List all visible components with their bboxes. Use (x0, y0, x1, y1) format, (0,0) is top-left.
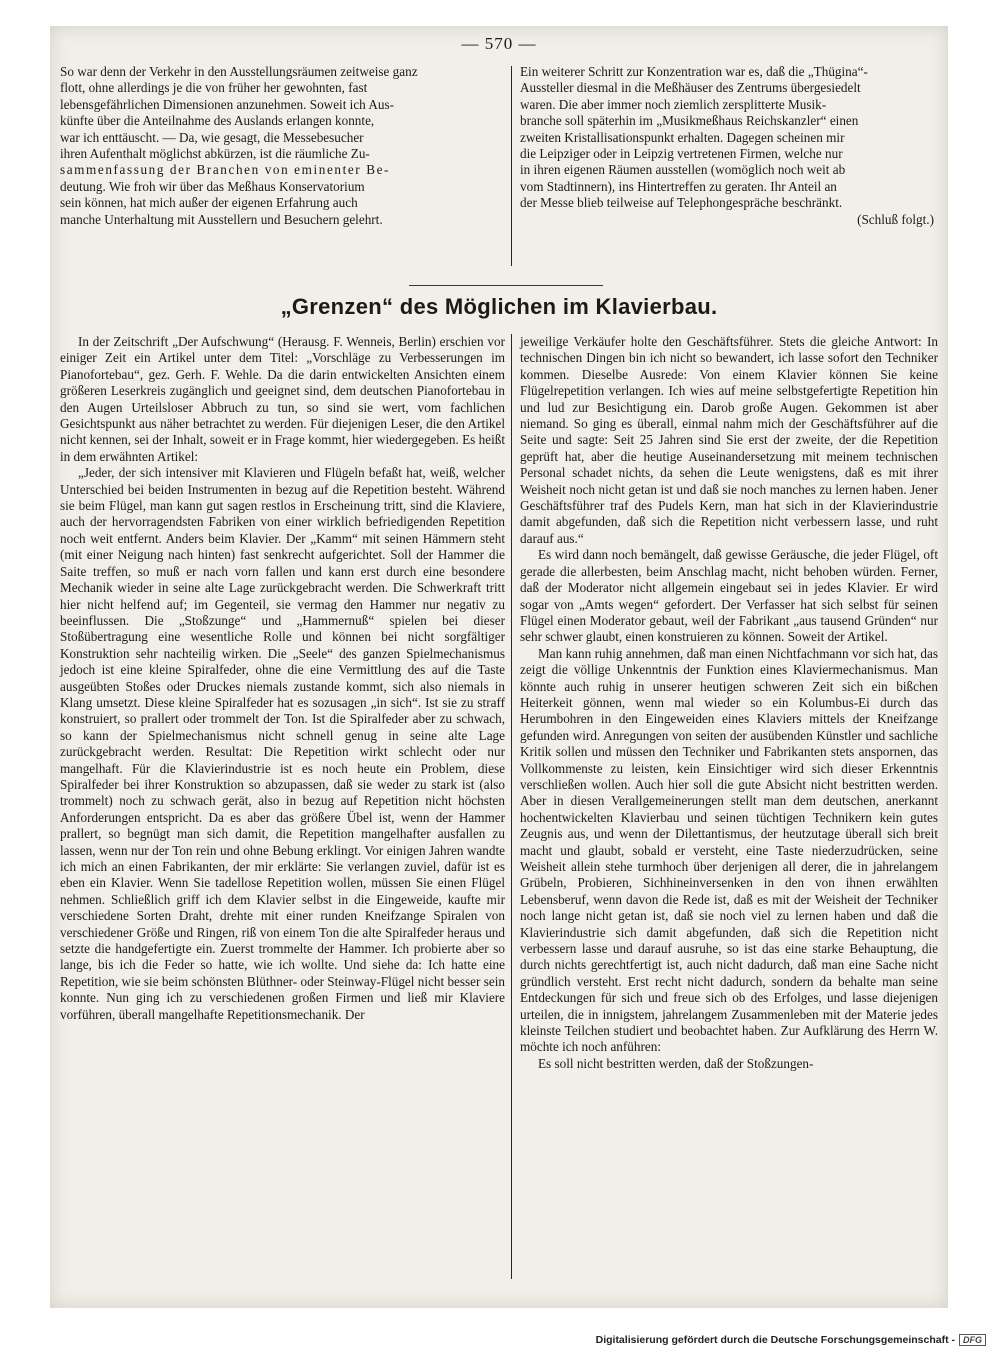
text-line: deutung. Wie froh wir über das Meßhaus Konservatorium (60, 178, 365, 194)
paragraph: jeweilige Verkäufer holte den Geschäftsführer. Stets die gleiche Antwort: In technischen Dingen bin ich nicht so bewandert, ich lasse sofort den Techniker kommen. Dieselbe Ausrede: Von einem Klavier können Sie keine Flügelrepetition verlangen. Ich wies auf meine selbstgefertigte Repetition hin und lud zur Besichtigung ein. Darob große Augen. Gekommen ist aber niemand. So ging es überall, einmal nahm mich der Geschäftsführer auf die Seite und sagte: Seit 25 Jahren sind Sie erst der zweite, der die Repetition geprüft hat, aber die heutige Auseinandersetzung mit meinem technischen Personal schadet nichts, da sehen die Leute wenigstens, daß es mit ihrer Weisheit noch nicht getan ist und daß sie noch manches zu lernen haben. Jener Geschäftsführer traf des Pudels Kern, man hat sich in der Klavierindustrie damit abgefunden, daß sich die Repetition nicht verbessern lasse, und ruht darauf aus.“ (520, 334, 938, 546)
column-divider (511, 66, 512, 266)
page-number: — 570 — (461, 34, 537, 53)
text-line: künfte über die Anteilnahme des Auslands erlangen konnte, (60, 113, 375, 129)
article-left-column (60, 334, 505, 1284)
paragraph: Man kann ruhig annehmen, daß man einen Nichtfachmann vor sich hat, das zeigt die völlige Unkenntnis der Funktion eines Klaviermechanismus. Man könnte auch ruhig in unserer heutigen schweren Zeit sich ein bißchen Heiterkeit gönnen, wenn mal wieder so ein Kolumbus-Ei durch das Herumbohren in den Eingeweiden eines Klaviers mittels der Kneifzange gefunden wird. Anregungen von seiten der ausübenden Künstler und sachliche Kritik sollen und müssen den Techniker und Fabrikanten stets anspornen, das Vollkommenste zu leisten, kein Einsichtiger wird sich dieser Erkenntnis verschließen wollen. Auch hier soll die gute Absicht nicht bestritten werden. Aber in diesen Verallgemeinerungen stellt man dem deutschen, anerkannt hochentwickelten Klavierbau und seinen tüchtigen Technikern kein gutes Zeugnis aus, und wenn der Dilettantismus, der heutzutage überall sich breit macht und glaubt, sobald er versteht, eine Taste niederzudrücken, seine Weisheit allein stehe turmhoch über derjenigen all derer, die in jahrelangem Grübeln, Probieren, Sichhineinversenken in den von ihnen erwählten Lebensberuf, wenn davon die Rede ist, daß es mit der Weisheit der Techniker noch lange nicht getan ist, daß sie noch viel zu lernen haben und daß die Klavierindustrie sich damit abgefunden, daß sich die Repetition nicht verbessern lasse und darauf ausruhe, so ist das eine starke Behauptung, die durch nichts gerechtfertigt ist, auch nicht dadurch, daß man eine Sache nicht gründlich versteht. Erst recht nicht dadurch, sondern da behalte man seine Entdeckungen für sich und freue sich ob des Erfolges, und lasse diejenigen urteilen, die in innigstem, jahrelangem Zusammenleben mit der Materie jedes kleinste Teilchen studiert und beobachtet haben. Zur Aufklärung des Herrn W. möchte ich noch anführen: (520, 645, 938, 1055)
article-body (60, 334, 938, 1284)
text-line: war ich enttäuscht. — Da, wie gesagt, die Messebesucher (60, 129, 364, 145)
paragraph: Es wird dann noch bemängelt, daß gewisse Geräusche, die jeder Flügel, oft gerade die allerbesten, beim Anschlag macht, nicht behoben würden. Ferner, daß der Moderator nicht allgemein eingebaut sei in jedes Klavier. Er wird sogar von „Amts wegen“ gefordert. Der Verfasser hat sich selbst für seinen Flügel einen Moderator gebaut, weil der Fabrikant „aus tausend Gründen“ nur sehr schwer glaubt, einen konstruieren zu können. Soweit der Artikel. (520, 547, 938, 645)
previous-article-end (60, 64, 938, 268)
text-line: So war denn der Verkehr in den Ausstellungsräumen zeitweise ganz (60, 64, 418, 79)
column-divider (511, 334, 512, 1279)
text-line: waren. Die aber immer noch ziemlich zersplitterte Musik- (520, 96, 827, 112)
text-line: ihren Aufenthalt möglichst abkürzen, ist die räumliche Zu- (60, 146, 370, 162)
text-line: lebensgefährlichen Dimensionen anzunehmen. Soweit ich Aus- (60, 96, 394, 112)
section-divider (409, 285, 603, 286)
text-line: Aussteller diesmal in die Meßhäuser des Zentrums übergesiedelt (520, 80, 861, 96)
dfg-logo: DFG (959, 1334, 986, 1346)
top-left-column (60, 64, 505, 268)
text-line: sein können, hat mich außer der eigenen Erfahrung auch (60, 195, 358, 211)
article-right-column (520, 334, 938, 1284)
text-line: branche soll späterhin im „Musikmeßhaus Reichskanzler“ einen (520, 113, 859, 129)
text-line: die Leipziger oder in Leipzig vertretenen Firmen, welche nur (520, 146, 843, 162)
article-title: „Grenzen“ des Möglichen im Klavierbau. (280, 294, 718, 319)
text-line: sammenfassung der Branchen von eminenter Be- (60, 162, 391, 178)
quoted-paragraph: „Jeder, der sich intensiver mit Klavieren und Flügeln befaßt hat, weiß, welcher Unterschied bei beiden Instrumenten in bezug auf die Repetition besteht. Während sie beim Flügel, man kann gut sagen restlos in Erscheinung tritt, sind die Klaviere, auch der hervorragendsten Fabriken von einer wirklich befriedigenden Repetition noch weit entfernt. Anders beim Klavier. Der „Kamm“ mit seinen Hämmern steht (mit einer Neigung nach hinten) fast senkrecht aufgerichtet. Soll der Hammer die Saite treffen, so muß er nach vorn fallen und kann erst durch eine besondere Mechanik wieder in seine alte Lage zurückgebracht werden. Die Schwerkraft tritt hier nicht helfend auf; im Gegenteil, sie vermag den Hammer nur negativ zu beeinflussen. Die „Stoßzunge“ und „Hammernuß“ spielen bei dieser Stoßübertragung eine wesentliche Rolle und können bei nicht sorgfältiger Konstruktion sehr nachteilig wirken. Die „Seele“ des ganzen Spielmechanismus jedoch ist eine kleine Spiralfeder, ohne die eine Vermittlung des auf die Taste ausgeübten Stoßes oder Druckes niemals zustande kommt, sich also niemals in Klang umsetzt. Diese kleine Spiralfeder hat es sozusagen „in sich“. Ist sie zu straff konstruiert, so prallert oder trommelt der Ton. Ist die Spiralfeder aber zu schwach, so kann der Spielmechanismus nicht schnell genug in seine alte Lage zurückgebracht werden. Resultat: Die Repetition wirkt schlecht oder nur mangelhaft. Für die Klavierindustrie ist es noch heute ein Problem, diese Spiralfeder bei ihrer Konstruktion so abzupassen, daß sie weder zu stark ist (also trommelt) noch zu schwach gerät, also in bezug auf Repetition nicht höchsten Anforderungen entspricht. Da es aber das größere Übel ist, wenn der Hammer prallert, so begnügt man sich damit, die Repetition mangelhafter ausfallen zu lassen, wenn nur der Ton rein und ohne Bebung erklingt. Vor einigen Jahren wandte ich mich an einen Fabrikanten, der mir erklärte: Sie verlangen zuviel, dafür ist es eben ein Klavier. Wenn Sie tadellose Repetition wollen, müssen Sie einen Flügel nehmen. Schließlich griff ich dem Klavier selbst in die Eingeweide, kaufte mir verschiedene Sorten Draht, drehte mit einer runden Kneifzange Spiralen von verschiedener Größe und Ringen, riß von einem Ton die alte Spiralfeder heraus und setzte die handgefertigte ein. Zuerst trommelte der Hammer. Ich probierte aber so lange, bis ich die Feder so hatte, wie ich wollte. Und siehe da: Ich hatte eine Repetition, wie sie beim schönsten Blüthner- oder Steinway-Flügel nicht besser sein konnte. Nun ging ich zu verschiedenen großen Firmen und ließ mir Klaviere vorführen, überall mangelhafte Repetitionsmechanik. Der (60, 465, 505, 1022)
text-line: flott, ohne allerdings je die von früher her gewohnten, fast (60, 80, 368, 96)
text-line: zweiten Kristallisationspunkt erhalten. Dagegen scheinen mir (520, 129, 845, 145)
top-right-column (520, 64, 938, 268)
paragraph: Es soll nicht bestritten werden, daß der Stoßzungen- (538, 1055, 814, 1071)
to-be-continued: (Schluß folgt.) (857, 211, 934, 227)
digitization-credit (596, 1334, 986, 1346)
text-line: in ihren eigenen Räumen ausstellen (womöglich noch weit ab (520, 162, 846, 178)
scanned-page (50, 26, 948, 1308)
credit-text: Digitalisierung gefördert durch die Deutsche Forschungsgemeinschaft - (595, 1334, 955, 1346)
text-line: Ein weiterer Schritt zur Konzentration war es, daß die „Thügina“- (520, 64, 868, 79)
text-line: manche Unterhaltung mit Ausstellern und Besuchern gelehrt. (60, 211, 383, 227)
text-line: vom Stadtinnern), ins Hintertreffen zu geraten. Ihr Anteil an (520, 178, 837, 194)
paragraph: In der Zeitschrift „Der Aufschwung“ (Herausg. F. Wenneis, Berlin) erschien vor einiger Zeit ein Artikel unter dem Titel: „Vorschläge zu Verbesserungen im Pianofortebau“, gez. Gerh. F. Wehle. Da die darin entwickelten Ansichten einem größeren Leserkreis zugänglich und geeignet sind, dem deutschen Pianofortebau in den Augen Urteilsloser Abbruch zu tun, so sind sie wert, vom fachlichen Gesichtspunkt aus näher betrachtet zu werden. Für diejenigen Leser, die den Artikel nicht kennen, sei der Inhalt, soweit er in Frage kommt, hier wiedergegeben. Es heißt in dem erwähnten Artikel: (60, 334, 505, 464)
text-line: der Messe blieb teilweise auf Telephongespräche beschränkt. (520, 195, 843, 211)
